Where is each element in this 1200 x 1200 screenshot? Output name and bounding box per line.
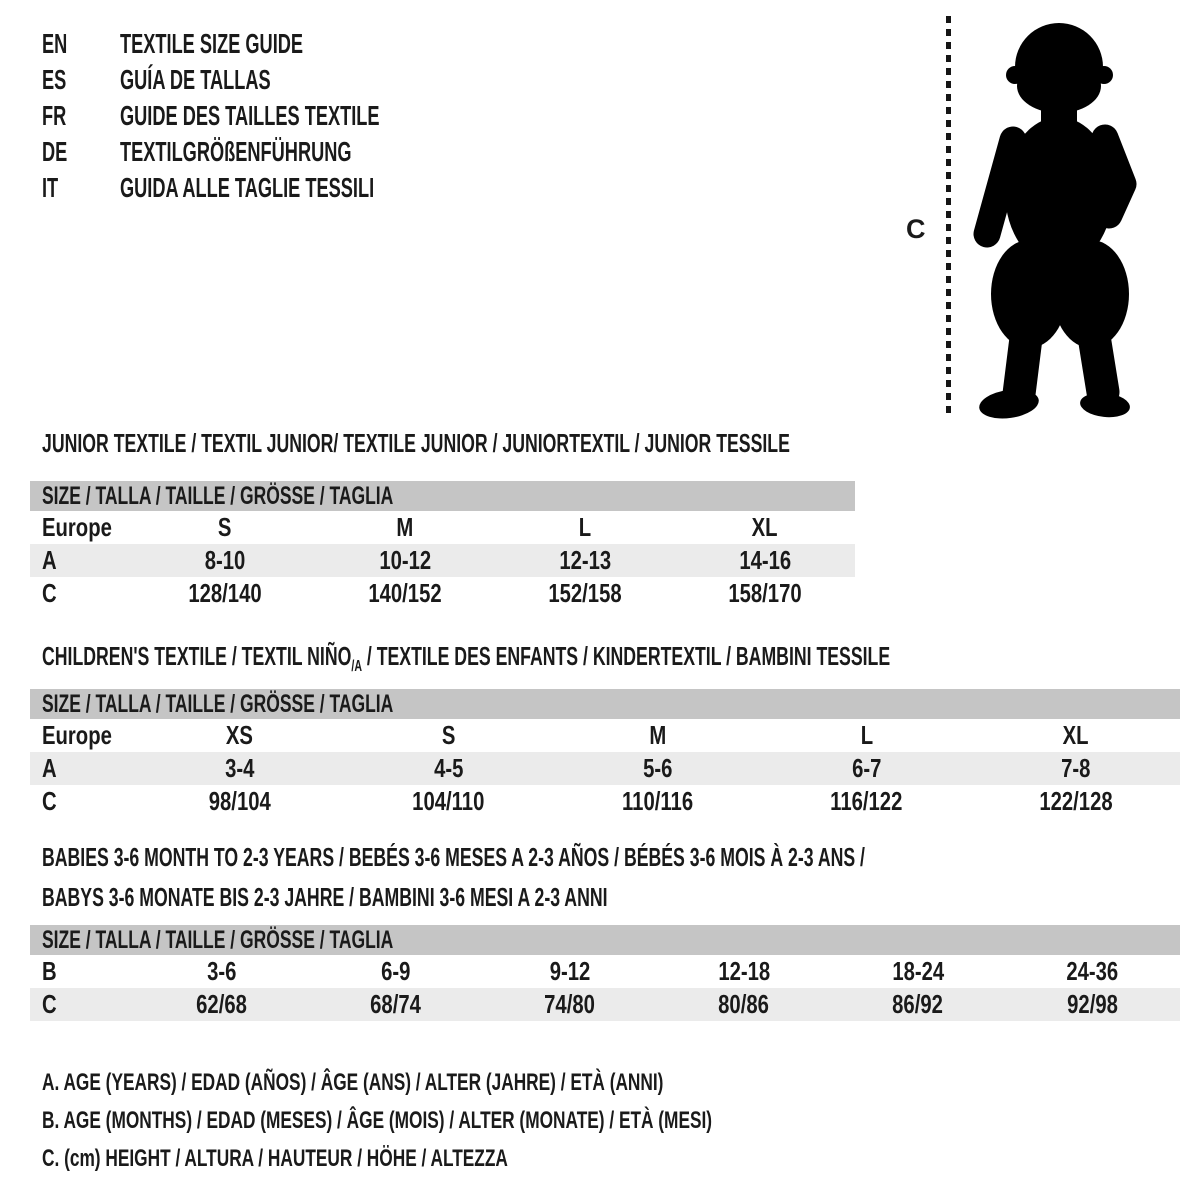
table-row-age [30,544,855,577]
babies-section-title-text-line1: BABIES 3-6 MONTH TO 2-3 YEARS / BEBÉS 3-6 MESES A 2-3 AÑOS / BÉBÉS 3-6 MOIS À 2-3 ANS / [42,842,865,872]
guide-title: TEXTILE SIZE GUIDE [120,28,304,59]
row-label: C [42,786,57,816]
row-label: Europe [42,512,112,542]
row-label: A [42,545,57,575]
size-header-label: SIZE / TALLA / TAILLE / GRÖSSE / TAGLIA [42,481,394,510]
guide-title: GUIDA ALLE TAGLIE TESSILI [120,172,375,203]
babies-size-table [30,925,1180,1021]
value-cell: 92/98 [1067,989,1118,1019]
babies-section-title-line1 [42,842,1200,873]
language-row [42,26,519,62]
guide-title: GUÍA DE TALLAS [120,64,271,95]
junior-size-table [30,481,855,610]
height-measure-label: C [906,214,926,244]
value-cell: 110/116 [621,786,694,816]
language-row [42,170,519,206]
value-cell: 4-5 [433,753,464,783]
value-cell: 98/104 [208,786,271,816]
size-header-row [30,689,1180,719]
value-cell: 104/110 [412,786,485,816]
children-section-title [42,641,1200,676]
language-code: ES [42,64,67,95]
value-cell: 62/68 [196,989,248,1019]
value-cell: 68/74 [370,989,422,1019]
value-cell: 5-6 [642,753,673,783]
size-cell: M [649,720,666,750]
value-cell: 6-7 [851,753,882,783]
value-cell: 18-24 [892,956,944,986]
size-cell: S [218,512,232,542]
row-label: B [42,956,57,986]
table-row-height [30,577,855,610]
table-row-europe [30,511,855,544]
value-cell: 122/128 [1038,786,1113,816]
legend-text: C. (cm) HEIGHT / ALTURA / HAUTEUR / HÖHE / ALTEZZA [42,1145,508,1172]
value-cell: 158/170 [728,578,802,608]
language-row [42,62,519,98]
size-cell: L [578,512,592,542]
row-label: Europe [42,720,112,750]
guide-title: TEXTILGRÖßENFÜHRUNG [120,136,352,167]
size-cell: S [441,720,456,750]
value-cell: 152/158 [548,578,622,608]
junior-section-title-text: JUNIOR TEXTILE / TEXTIL JUNIOR/ TEXTILE JUNIOR / JUNIORTEXTIL / JUNIOR TESSILE [42,428,790,458]
size-header-label: SIZE / TALLA / TAILLE / GRÖSSE / TAGLIA [42,925,394,954]
language-title-list [42,26,519,206]
table-row-age [30,752,1180,785]
legend-line-height-cm [42,1140,973,1178]
title-suffix: / TEXTILE DES ENFANTS / KINDERTEXTIL / BAMBINI TESSILE [361,641,891,671]
size-cell: M [396,512,414,542]
language-row [42,98,519,134]
babies-section-title-text-line2: BABYS 3-6 MONATE BIS 2-3 JAHRE / BAMBINI 3-6 MESI A 2-3 ANNI [42,882,608,912]
size-cell: XS [225,720,254,750]
value-cell: 9-12 [549,956,591,986]
value-cell: 140/152 [368,578,442,608]
title-subscript: /A [351,658,362,676]
legend-text: A. AGE (YEARS) / EDAD (AÑOS) / ÂGE (ANS) / ALTER (JAHRE) / ETÀ (ANNI) [42,1069,664,1096]
title-prefix: CHILDREN'S TEXTILE / TEXTIL NIÑO [42,641,352,671]
value-cell: 80/86 [718,989,770,1019]
language-row [42,134,519,170]
size-cell: XL [1062,720,1089,750]
value-cell: 3-6 [207,956,237,986]
value-cell: 14-16 [739,545,791,575]
size-header-row [30,481,855,511]
value-cell: 116/122 [830,786,903,816]
size-cell: L [860,720,873,750]
language-code: FR [42,100,67,131]
value-cell: 24-36 [1066,956,1119,986]
children-size-table [30,689,1180,818]
row-label: C [42,989,57,1019]
children-section-title-text [42,641,890,676]
toddler-silhouette-icon [963,12,1143,422]
language-code: EN [42,28,68,59]
guide-title: GUIDE DES TAILLES TEXTILE [120,100,380,131]
value-cell: 6-9 [381,956,411,986]
value-cell: 12-18 [718,956,770,986]
legend-line-age-years [42,1064,973,1102]
legend-text: B. AGE (MONTHS) / EDAD (MESES) / ÂGE (MOIS) / ALTER (MONATE) / ETÀ (MESI) [42,1107,713,1134]
junior-section-title [42,428,1142,459]
value-cell: 7-8 [1060,753,1091,783]
table-row-months [30,955,1180,988]
measurement-legend [42,1064,973,1178]
size-header-label: SIZE / TALLA / TAILLE / GRÖSSE / TAGLIA [42,689,394,718]
row-label: A [42,753,57,783]
table-row-height [30,988,1180,1021]
language-code: IT [42,172,59,203]
row-label: C [42,578,57,608]
value-cell: 12-13 [559,545,611,575]
size-header-row [30,925,1180,955]
table-row-europe [30,719,1180,752]
value-cell: 3-4 [224,753,255,783]
legend-line-age-months [42,1102,973,1140]
value-cell: 8-10 [204,545,246,575]
height-measure-dotted-line [946,16,951,416]
size-cell: XL [752,512,778,542]
table-row-height [30,785,1180,818]
value-cell: 74/80 [544,989,596,1019]
value-cell: 10-12 [379,545,431,575]
value-cell: 128/140 [188,578,262,608]
babies-section-title-line2 [42,882,874,913]
value-cell: 86/92 [892,989,944,1019]
language-code: DE [42,136,68,167]
